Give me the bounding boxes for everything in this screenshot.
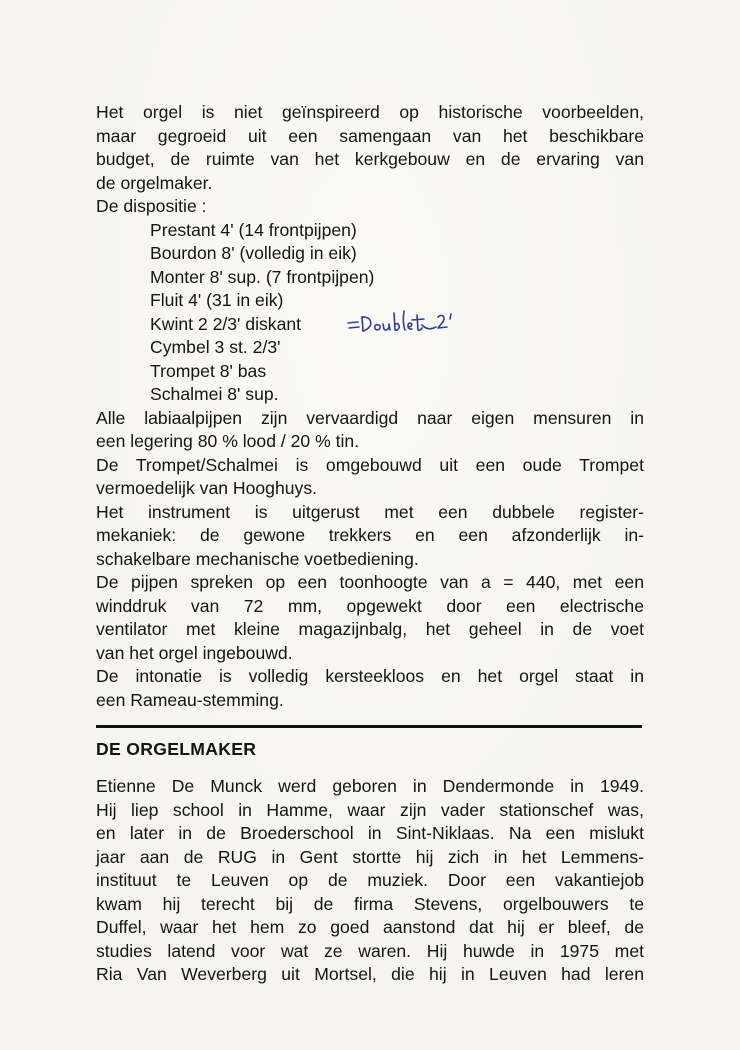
text-line: schakelbare mechanische voetbediening. <box>96 548 419 569</box>
paragraph-trompet <box>96 454 644 501</box>
text-line: en later in de Broederschool in Sint-Niklaas. Na een mislukt <box>96 823 644 843</box>
text-line: Etienne De Munck werd geboren in Dendermonde in 1949. <box>96 776 644 796</box>
stop-item: Monter 8' sup. (7 frontpijpen) <box>150 266 375 287</box>
text-line: de orgelmaker. <box>96 172 213 193</box>
stop-item: Bourdon 8' (volledig in eik) <box>150 243 357 263</box>
text-line: studies latend voor wat ze waren. Hij huwde in 1975 met <box>96 940 644 961</box>
text-line: winddruk van 72 mm, opgewekt door een electrische <box>96 595 644 616</box>
intro-paragraph <box>96 101 644 195</box>
text-line: maar gegroeid uit een samengaan van het beschikbare <box>96 125 644 146</box>
text-line: De Trompet/Schalmei is omgebouwd uit een oude Trompet <box>96 454 644 475</box>
text-line: ventilator met kleine magazijnbalg, het geheel in de voet <box>96 619 644 639</box>
paragraph-toonhoogte <box>96 571 644 665</box>
text-line: kwam hij terecht bij de firma Stevens, orgelbouwers te <box>96 893 644 914</box>
paragraph-intonatie <box>96 665 644 712</box>
spacer <box>96 761 644 775</box>
section-divider <box>96 725 642 728</box>
text-line: Duffel, waar het hem zo goed aanstond dat hij er bleef, de <box>96 917 644 937</box>
text-line: De pijpen spreken op een toonhoogte van a = 440, met een <box>96 572 644 592</box>
text-line: van het orgel ingebouwd. <box>96 642 293 663</box>
paragraph-labiaal <box>96 407 644 454</box>
dispositie-heading: De dispositie : <box>96 196 207 216</box>
text-line: De intonatie is volledig kersteekloos en het orgel staat in <box>96 666 644 686</box>
text-line: Het instrument is uitgerust met een dubbele register- <box>96 501 644 522</box>
text-line: een Rameau-stemming. <box>96 689 284 710</box>
text-line: mekaniek: de gewone trekkers en een afzonderlijk in- <box>96 525 644 545</box>
stop-item: Cymbel 3 st. 2/3' <box>150 337 281 357</box>
text-line: budget, de ruimte van het kerkgebouw en de ervaring van <box>96 149 644 169</box>
text-line: instituut te Leuven op de muziek. Door een vakantiejob <box>96 870 644 890</box>
text-line: een legering 80 % lood / 20 % tin. <box>96 431 360 451</box>
text-line: Het orgel is niet geïnspireerd op historische voorbeelden, <box>96 102 644 122</box>
paragraph-registermekaniek <box>96 501 644 572</box>
bio-paragraph <box>96 775 644 987</box>
stop-item: Trompet 8' bas <box>150 360 267 381</box>
text-line: jaar aan de RUG in Gent stortte hij zich in het Lemmens- <box>96 846 644 867</box>
text-line: Ria Van Weverberg uit Mortsel, die hij in Leuven had leren <box>96 964 644 984</box>
stop-item: Fluit 4' (31 in eik) <box>150 290 284 310</box>
page-content <box>96 101 644 987</box>
stop-item: Kwint 2 2/3' diskant <box>150 313 302 334</box>
text-line: Hij liep school in Hamme, waar zijn vader stationschef was, <box>96 799 644 820</box>
stop-item: Schalmei 8' sup. <box>150 384 279 404</box>
section-title: DE ORGELMAKER <box>96 739 257 759</box>
stop-item: Prestant 4' (14 frontpijpen) <box>150 219 357 240</box>
handwritten-annotation <box>346 303 466 339</box>
text-line: vermoedelijk van Hooghuys. <box>96 478 318 498</box>
text-line: Alle labiaalpijpen zijn vervaardigd naar eigen mensuren in <box>96 407 644 428</box>
